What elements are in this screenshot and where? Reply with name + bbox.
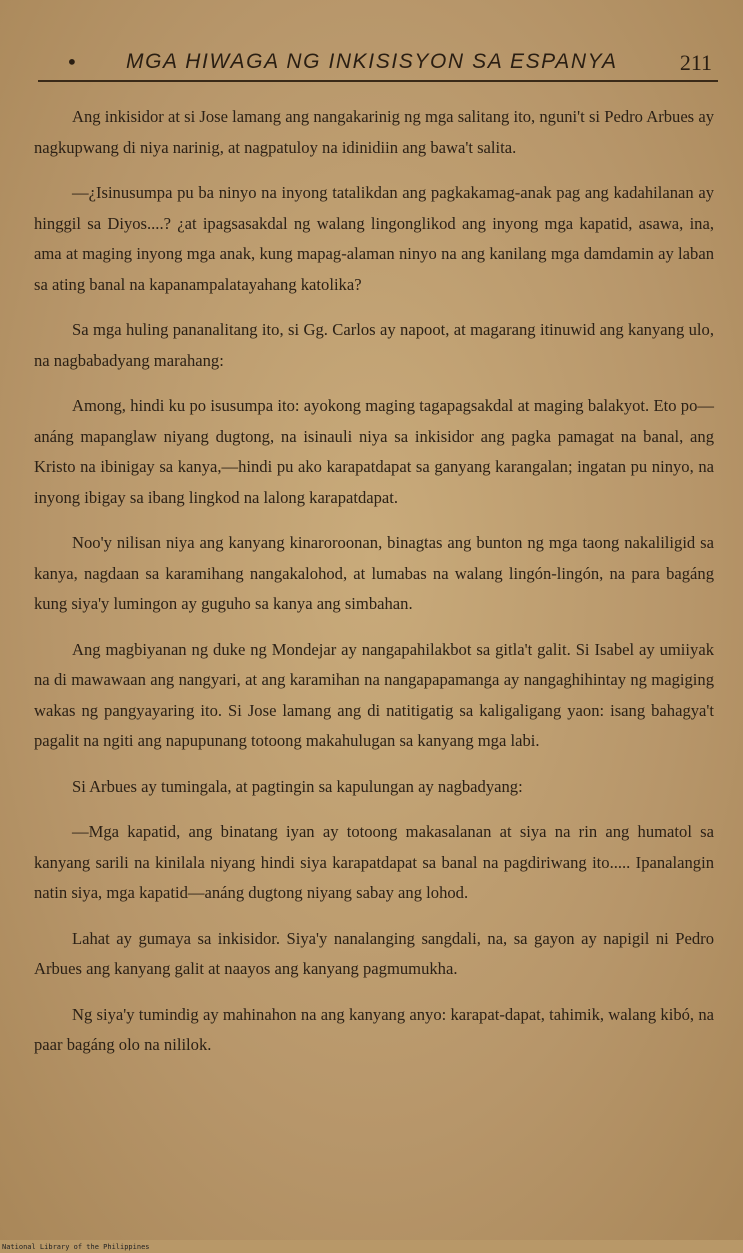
paragraph-6: Ang magbiyanan ng duke ng Mondejar ay nangapahilakbot sa gitla't galit. Si Isabel ay umiiyak na di mawawaan ang nangyari, at ang karamihan na nangapapamanga ay nangaghihintay ng magiging wakas ng pangyayaring ito. Si Jose lamang ang di natitigatig sa kaligaligang yaon: isang bahagya't pagalit na ngiti ang napupunang totoong makahulugan sa kanyang mga labi. — [34, 639, 714, 750]
header-bullet: • — [66, 50, 78, 74]
running-header — [38, 48, 718, 82]
paragraph-9: Lahat ay gumaya sa inkisidor. Siya'y nanalanging sangdali, na, sa gayon ay napigil ni Pedro Arbues ang kanyang galit at naayos ang kanyang pagmumukha. — [34, 928, 714, 978]
paragraph-7: Si Arbues ay tumingala, at pagtingin sa kapulungan ay nagbadyang: — [72, 776, 523, 796]
page-number: 211 — [679, 50, 712, 75]
library-credit: National Library of the Philippines — [2, 1243, 150, 1251]
body-text — [34, 102, 714, 1076]
running-title: MGA HIWAGA NG INKISISYON SA ESPANYA — [126, 50, 618, 73]
paragraph-10: Ng siya'y tumindig ay mahinahon na ang kanyang anyo: karapat-dapat, tahimik, walang kibó, na paar bagáng olo na nililok. — [34, 1004, 714, 1054]
header-rule — [38, 80, 718, 82]
paragraph-2: —¿Isinusumpa pu ba ninyo na inyong tatalikdan ang pagkakamag-anak pag ang kadahilanan ay hinggil sa Diyos....? ¿at ipagsasakdal ng walang lingonglikod ang inyong mga kapatid, asawa, ina, ama at maging inyong mga anak, kung mapag-alaman ninyo na ang kanilang mga damdamin ay laban sa ating banal na kapanampalatayahang katolika? — [34, 183, 714, 294]
paragraph-5: Noo'y nilisan niya ang kanyang kinaroroonan, binagtas ang bunton ng mga taong nakaliligid sa kanya, nagdaan sa karamihang nangakalohod, at lumabas na walang lingón-lingón, na para bagáng kung siya'y lumingon ay guguho sa kanya ang simbahan. — [34, 533, 714, 613]
paragraph-1: Ang inkisidor at si Jose lamang ang nangakarinig ng mga salitang ito, nguni't si Pedro Arbues ay nagkupwang di niya narinig, at nagpatuloy na idinidiin ang bawa't salita. — [34, 107, 714, 157]
paragraph-3: Sa mga huling pananalitang ito, si Gg. Carlos ay napoot, at magarang itinuwid ang kanyang ulo, na nagbabadyang marahang: — [34, 320, 714, 370]
paragraph-8: —Mga kapatid, ang binatang iyan ay totoong makasalanan at siya na rin ang humatol sa kanyang sarili na kinilala niyang hindi siya karapatdapat sa banal na pagdiriwang ito..... Ipanalangin natin siya, mga kapatid—anáng dugtong niyang sabay ang lohod. — [34, 822, 714, 902]
paragraph-4: Among, hindi ku po isusumpa ito: ayokong maging tagapagsakdal at maging balakyot. Eto po—anáng mapanglaw niyang dugtong, na isinauli niya sa inkisidor ang pagka pamagat na banal, ang Kristo na ibinigay sa kanya,—hindi pu ako karapatdapat sa ganyang karangalan; ingatan pu ninyo, na inyong ibigay sa ibang lingkod na lalong karapatdapat. — [34, 396, 714, 507]
